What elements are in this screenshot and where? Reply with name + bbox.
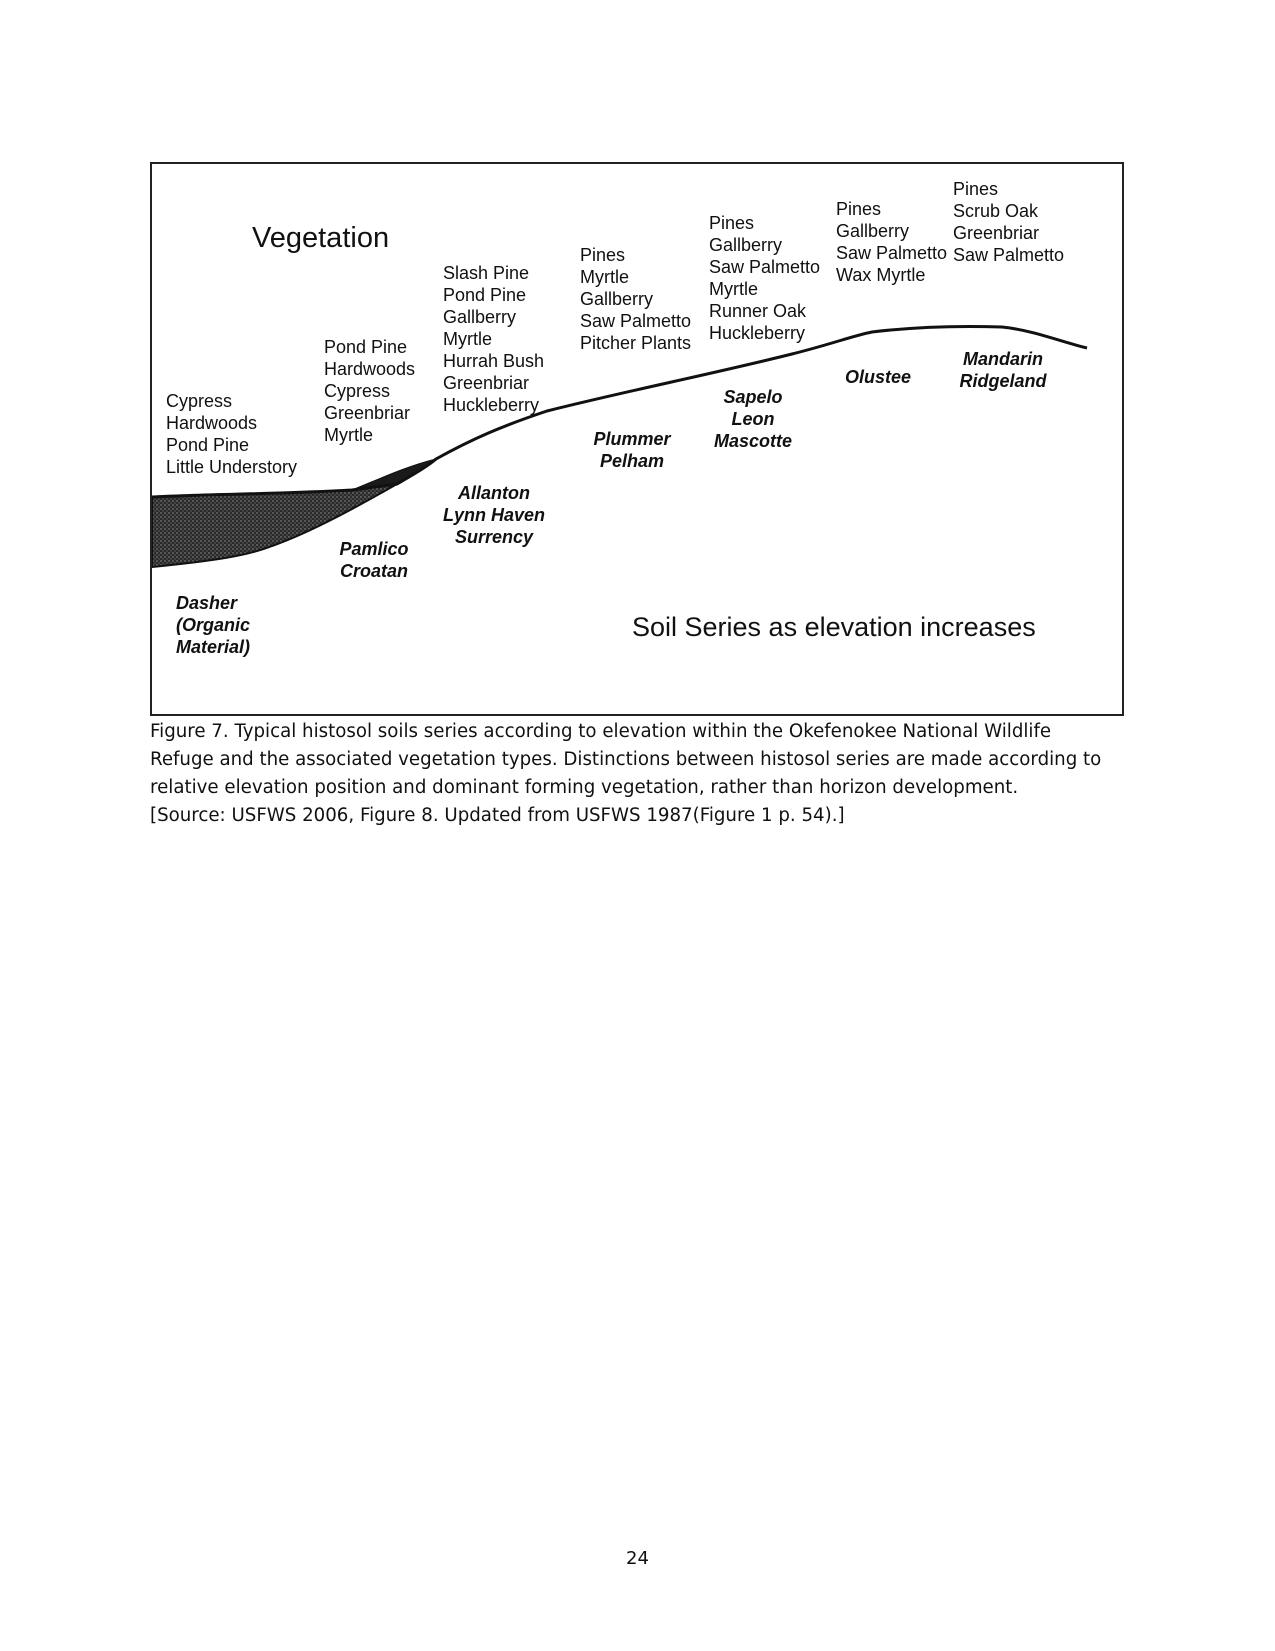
vegetation-item: Saw Palmetto <box>580 311 692 331</box>
caption-line: [Source: USFWS 2006, Figure 8. Updated from USFWS 1987(Figure 1 p. 54).] <box>150 805 845 826</box>
vegetation-title: Vegetation <box>252 222 390 254</box>
vegetation-item: Pond Pine <box>443 285 527 305</box>
soil-series-item: Olustee <box>844 367 912 387</box>
vegetation-item: Cypress <box>324 381 391 401</box>
page-number: 24 <box>626 1548 649 1569</box>
caption-line: Refuge and the associated vegetation types. Distinctions between histosol series are made according to <box>150 749 1102 770</box>
vegetation-item: Hardwoods <box>166 413 258 433</box>
vegetation-item: Greenbriar <box>953 223 1040 243</box>
vegetation-item: Myrtle <box>709 279 758 299</box>
vegetation-item: Saw Palmetto <box>709 257 821 277</box>
vegetation-group-3 <box>443 262 544 416</box>
vegetation-item: Pond Pine <box>166 435 250 455</box>
vegetation-item: Pines <box>580 245 626 265</box>
vegetation-item: Cypress <box>166 391 233 411</box>
vegetation-group-6 <box>836 198 947 286</box>
vegetation-item: Pines <box>953 179 999 199</box>
vegetation-item: Pitcher Plants <box>580 333 692 353</box>
soil-series-item: Surrency <box>454 527 534 547</box>
vegetation-item: Gallberry <box>836 221 910 241</box>
soil-series-sapelo <box>703 386 803 452</box>
vegetation-item: Myrtle <box>580 267 629 287</box>
vegetation-item: Myrtle <box>443 329 492 349</box>
vegetation-group-7 <box>953 178 1064 266</box>
vegetation-item: Greenbriar <box>443 373 530 393</box>
soil-series-dasher <box>176 592 250 658</box>
vegetation-item: Pond Pine <box>324 337 408 357</box>
vegetation-item: Gallberry <box>709 235 783 255</box>
vegetation-group-1 <box>166 390 297 478</box>
caption-line: relative elevation position and dominant forming vegetation, rather than horizon development. <box>150 777 1019 798</box>
soil-series-olustee <box>828 366 928 388</box>
soil-series-title: Soil Series as elevation increases <box>632 612 1036 642</box>
vegetation-item: Greenbriar <box>324 403 411 423</box>
soil-series-item: (Organic <box>176 615 251 635</box>
soil-series-item: Dasher <box>176 593 238 613</box>
vegetation-item: Runner Oak <box>709 301 807 321</box>
vegetation-group-2 <box>324 336 415 446</box>
vegetation-item: Myrtle <box>324 425 373 445</box>
soil-elevation-diagram <box>150 162 1124 716</box>
vegetation-item: Pines <box>836 199 882 219</box>
soil-series-item: Material) <box>176 637 251 657</box>
soil-series-mandarin <box>948 348 1058 392</box>
soil-series-item: Croatan <box>339 561 408 581</box>
soil-series-item: Ridgeland <box>959 371 1047 391</box>
vegetation-group-5 <box>709 212 820 344</box>
soil-series-item: Mandarin <box>962 349 1043 369</box>
vegetation-item: Pines <box>709 213 755 233</box>
soil-series-item: Allanton <box>458 483 530 503</box>
vegetation-item: Hardwoods <box>324 359 416 379</box>
vegetation-item: Gallberry <box>580 289 654 309</box>
soil-series-item: Mascotte <box>713 431 793 451</box>
soil-series-item: Pelham <box>599 451 665 471</box>
vegetation-item: Slash Pine <box>443 263 530 283</box>
soil-series-item: Pamlico <box>339 539 409 559</box>
vegetation-item: Scrub Oak <box>953 201 1039 221</box>
soil-series-allanton <box>434 482 554 548</box>
soil-series-pamlico <box>324 538 424 582</box>
vegetation-item: Little Understory <box>166 457 298 477</box>
vegetation-item: Gallberry <box>443 307 517 327</box>
soil-series-item: Lynn Haven <box>442 505 546 525</box>
soil-series-item: Plummer <box>593 429 671 449</box>
vegetation-item: Saw Palmetto <box>953 245 1065 265</box>
vegetation-item: Hurrah Bush <box>443 351 545 371</box>
vegetation-group-4 <box>580 244 691 354</box>
soil-series-item: Leon <box>731 409 775 429</box>
vegetation-item: Saw Palmetto <box>836 243 948 263</box>
vegetation-item: Wax Myrtle <box>836 265 926 285</box>
caption-line: Figure 7. Typical histosol soils series according to elevation within the Okefenokee National Wildlife <box>150 721 1052 742</box>
vegetation-item: Huckleberry <box>709 323 806 343</box>
soil-series-plummer <box>582 428 682 472</box>
figure-caption <box>150 718 1130 830</box>
soil-series-item: Sapelo <box>723 387 783 407</box>
vegetation-item: Huckleberry <box>443 395 540 415</box>
